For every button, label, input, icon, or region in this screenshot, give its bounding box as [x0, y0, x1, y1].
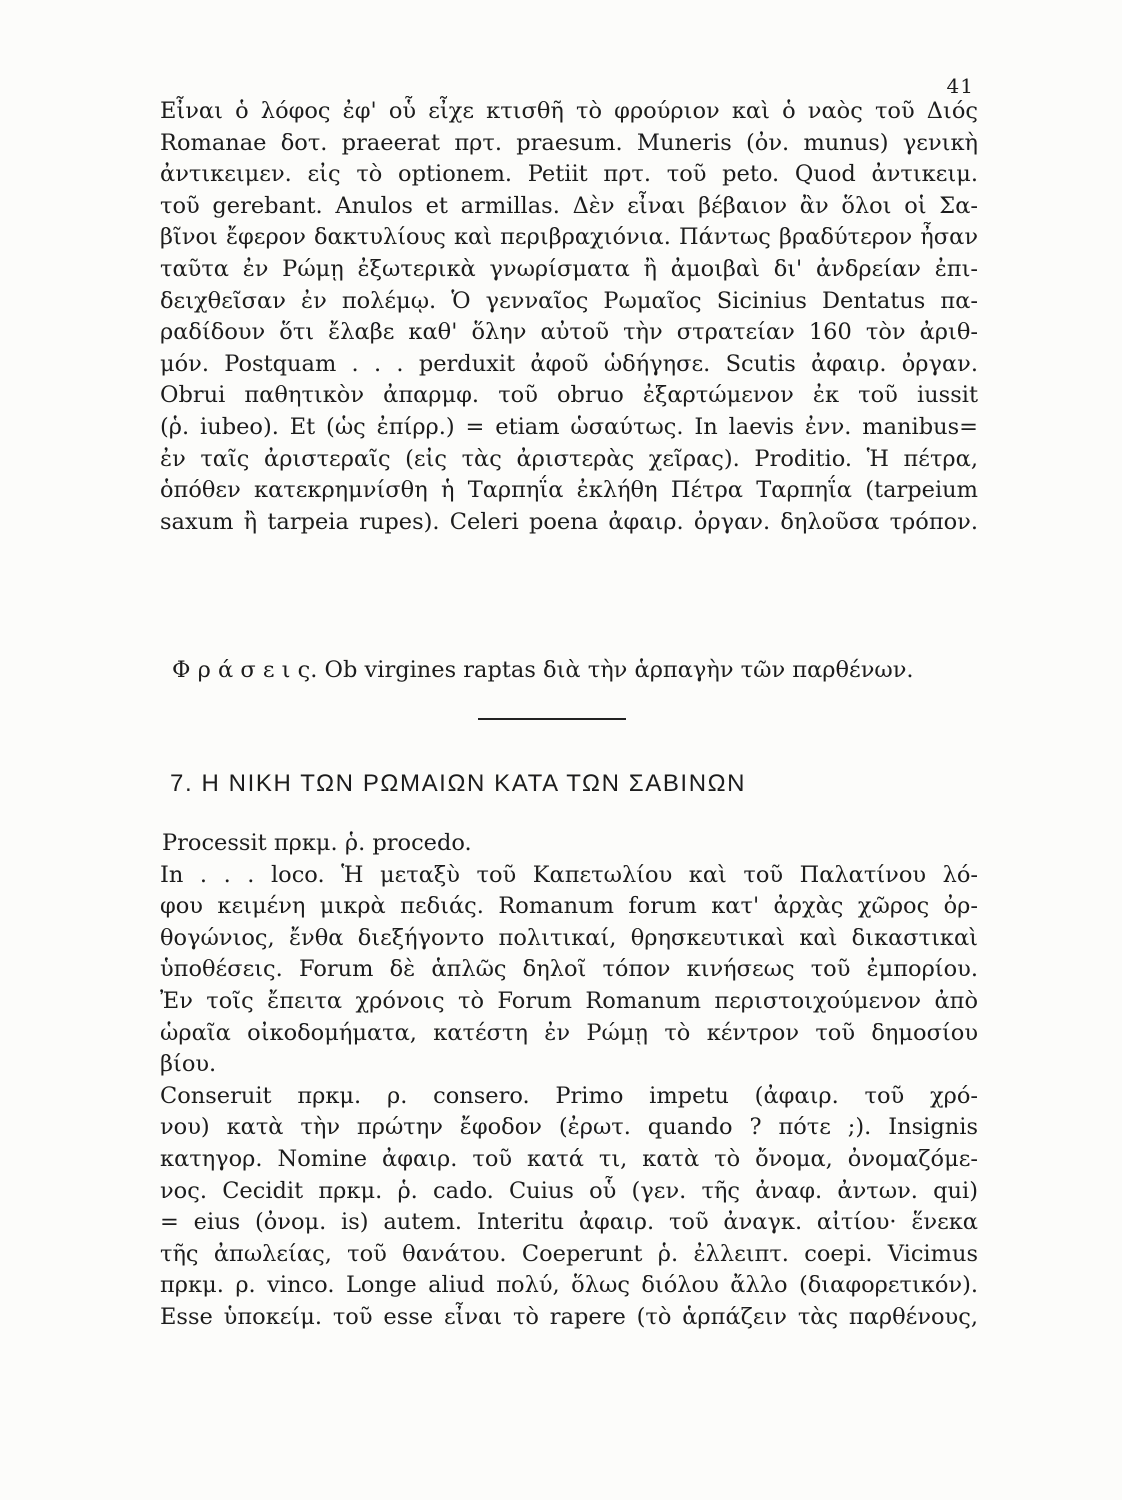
- text-line: δειχθεῖσαν ἐν πολέμῳ. Ὁ γενναῖος Ρωμαῖος Sicinius Dentatus πα-: [160, 287, 978, 314]
- text-line: Esse ὑποκείμ. τοῦ esse εἶναι τὸ rapere (τὸ ἁρπάζειν τὰς παρθένους,: [160, 1303, 978, 1330]
- text-line: (ῥ. iubeo). Et (ὡς ἐπίρρ.) = etiam ὡσαύτως. In laevis ἐνν. manibus=: [160, 413, 978, 440]
- text-line: θογώνιος, ἔνθα διεξήγοντο πολιτικαί, θρησκευτικαὶ καὶ δικαστικαὶ: [160, 924, 978, 951]
- text-line: Romanae δοτ. praeerat πρτ. praesum. Muneris (ὀν. munus) γενικὴ: [160, 129, 978, 156]
- text-line: saxum ἢ tarpeia rupes). Celeri poena ἀφαιρ. ὀργαν. δηλοῦσα τρόπον.: [160, 508, 978, 535]
- text-line: ὡραῖα οἰκοδομήματα, κατέστη ἐν Ρώμῃ τὸ κέντρον τοῦ δημοσίου: [160, 1019, 978, 1046]
- text-line: Conseruit πρκμ. ρ. consero. Primo impetu (ἀφαιρ. τοῦ χρό-: [160, 1082, 978, 1109]
- text-line: τῆς ἀπωλείας, τοῦ θανάτου. Coeperunt ῥ. ἐλλειπτ. coepi. Vicimus: [160, 1240, 978, 1267]
- phrases-line: [172, 655, 978, 687]
- section-divider: [478, 718, 626, 720]
- section-commentary: [160, 828, 978, 1334]
- text-line: ραδίδουν ὅτι ἔλαβε καθ' ὅλην αὐτοῦ τὴν στρατείαν 160 τὸν ἀριθ-: [160, 319, 978, 346]
- text-line: Processit πρκμ. ῥ. procedo.: [162, 830, 472, 856]
- text-line: = eius (ὀνομ. is) autem. Interitu ἀφαιρ. τοῦ ἀναγκ. αἰτίου· ἕνεκα: [160, 1209, 978, 1236]
- text-line: βίου.: [160, 1051, 217, 1078]
- text-line: πρκμ. ρ. vinco. Longe aliud πολύ, ὅλως διόλου ἄλλο (διαφορετικόν).: [160, 1272, 978, 1299]
- text-line: ἐν ταῖς ἀριστεραῖς (εἰς τὰς ἀριστερὰς χεῖρας). Proditio. Ἡ πέτρα,: [160, 445, 978, 472]
- text-line: νου) κατὰ τὴν πρώτην ἔφοδον (ἐρωτ. quando ? πότε ;). Insignis: [160, 1114, 978, 1141]
- text-line: κατηγορ. Nomine ἀφαιρ. τοῦ κατά τι, κατὰ τὸ ὄνομα, ὀνομαζόμε-: [160, 1145, 978, 1172]
- text-line: Ἐν τοῖς ἔπειτα χρόνοις τὸ Forum Romanum περιστοιχούμενον ἀπὸ: [160, 987, 978, 1014]
- text-line: ὁπόθεν κατεκρημνίσθη ἡ Ταρπηΐα ἐκλήθη Πέτρα Ταρπηΐα (tarpeium: [160, 477, 978, 504]
- text-line: Obrui παθητικὸν ἀπαρμφ. τοῦ obruo ἐξαρτώμενον ἐκ τοῦ iussit: [160, 382, 978, 409]
- page-number: 41: [946, 74, 974, 98]
- phrases-section: [172, 655, 978, 687]
- text-line: νος. Cecidit πρκμ. ῥ. cado. Cuius οὗ (γεν. τῆς ἀναφ. ἀντων. qui): [160, 1177, 978, 1204]
- text-line: In . . . loco. Ἡ μεταξὺ τοῦ Καπετωλίου καὶ τοῦ Παλατίνου λό-: [160, 861, 978, 888]
- phrases-text: Ob virgines raptas διὰ τὴν ἁρπαγὴν τῶν παρθένων.: [324, 657, 914, 683]
- text-line: ὑποθέσεις. Forum δὲ ἁπλῶς δηλοῖ τόπον κινήσεως τοῦ ἐμπορίου.: [160, 956, 978, 983]
- text-line: τοῦ gerebant. Anulos et armillas. Δὲν εἶναι βέβαιον ἂν ὅλοι οἱ Σα-: [160, 192, 978, 219]
- commentary-notes: [160, 96, 978, 538]
- phrases-label: Φ ρ ά σ ε ι ς.: [172, 657, 318, 683]
- text-line: Εἶναι ὁ λόφος ἐφ' οὗ εἶχε κτισθῆ τὸ φρούριον καὶ ὁ ναὸς τοῦ Διός: [160, 98, 978, 124]
- text-line: φου κειμένη μικρὰ πεδιάς. Romanum forum κατ' ἀρχὰς χῶρος ὀρ-: [160, 893, 978, 920]
- section-heading: 7. Η ΝΙΚΗ ΤΩΝ ΡΩΜΑΙΩΝ ΚΑΤΑ ΤΩΝ ΣΑΒΙΝΩΝ: [170, 770, 747, 797]
- text-line: μόν. Postquam . . . perduxit ἀφοῦ ὡδήγησε. Scutis ἀφαιρ. ὀργαν.: [160, 350, 978, 377]
- text-line: ἀντικειμεν. εἰς τὸ optionem. Petiit πρτ. τοῦ peto. Quod ἀντικειμ.: [160, 161, 978, 188]
- text-line: βῖνοι ἔφερον δακτυλίους καὶ περιβραχιόνια. Πάντως βραδύτερον ἦσαν: [160, 224, 978, 251]
- text-line: ταῦτα ἐν Ρώμῃ ἐξωτερικὰ γνωρίσματα ἢ ἀμοιβαὶ δι' ἀνδρείαν ἐπι-: [160, 255, 978, 282]
